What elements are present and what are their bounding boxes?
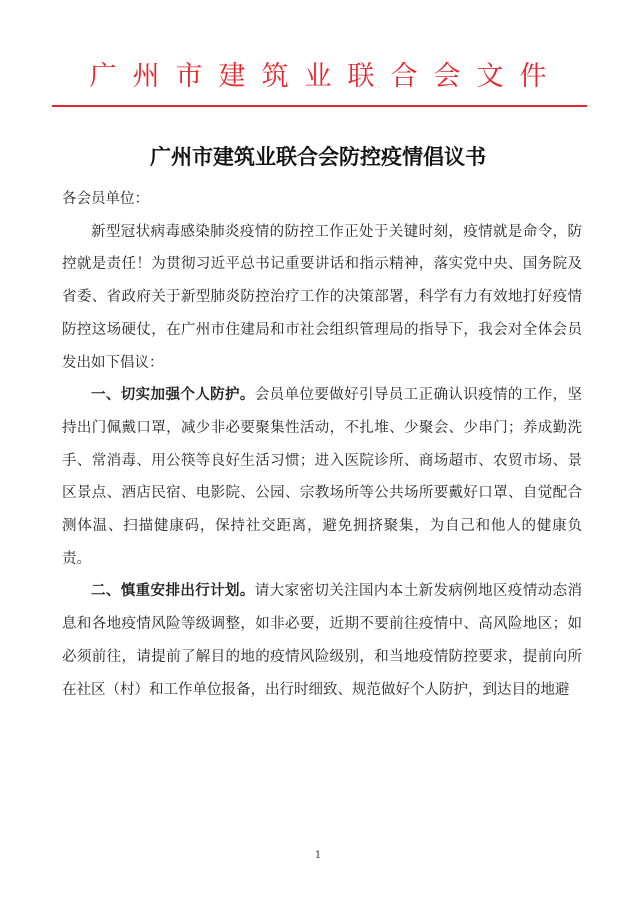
page-number: 1: [314, 850, 322, 861]
section-heading-1: 一、切实加强个人防护。: [91, 386, 255, 404]
org-masthead: 广州市建筑业联合会文件: [89, 61, 563, 92]
red-header-rule: [52, 105, 587, 107]
section-paragraph-2: [62, 575, 582, 706]
intro-paragraph: 新型冠状病毒感染肺炎疫情的防控工作正处于关键时刻，疫情就是命令，防控就是责任！为贯彻习近平总书记重要讲话和指示精神，落实党中央、国务院及省委、省政府关于新型肺炎防控治疗工作的决策部署，科学有力有效地打好疫情防控这场硬仗，在广州市住建局和市社会组织管理局的指导下，我会对全体会员发出如下倡议：: [62, 223, 582, 371]
section-heading-2: 二、慎重安排出行计划。: [91, 582, 255, 600]
document-title: 广州市建筑业联合会防控疫情倡议书: [150, 145, 486, 169]
document-body: [62, 183, 582, 706]
section-text-2: 请大家密切关注国内本土新发病例地区疫情动态消息和各地疫情风险等级调整，如非必要，近期不要前往疫情中、高风险地区；如必须前往，请提前了解目的地的疫情风险级别，和当地疫情防控要求，提前向所在社区（村）和工作单位报备，出行时细致、规范做好个人防护，到达目的地避: [62, 583, 582, 698]
salutation: 各会员单位：: [62, 191, 149, 207]
section-paragraph-1: [62, 379, 582, 575]
section-text-1: 会员单位要做好引导员工正确认识疫情的工作，坚持出门佩戴口罩，减少非必要聚集性活动，不扎堆、少聚会、少串门；养成勤洗手、常消毒、用公筷等良好生活习惯；进入医院诊所、商场超市、农贸市场、景区景点、酒店民宿、电影院、公园、宗教场所等公共场所要戴好口罩、自觉配合测体温、扫描健康码，保持社交距离，避免拥挤聚集，为自己和他人的健康负责。: [62, 387, 582, 567]
